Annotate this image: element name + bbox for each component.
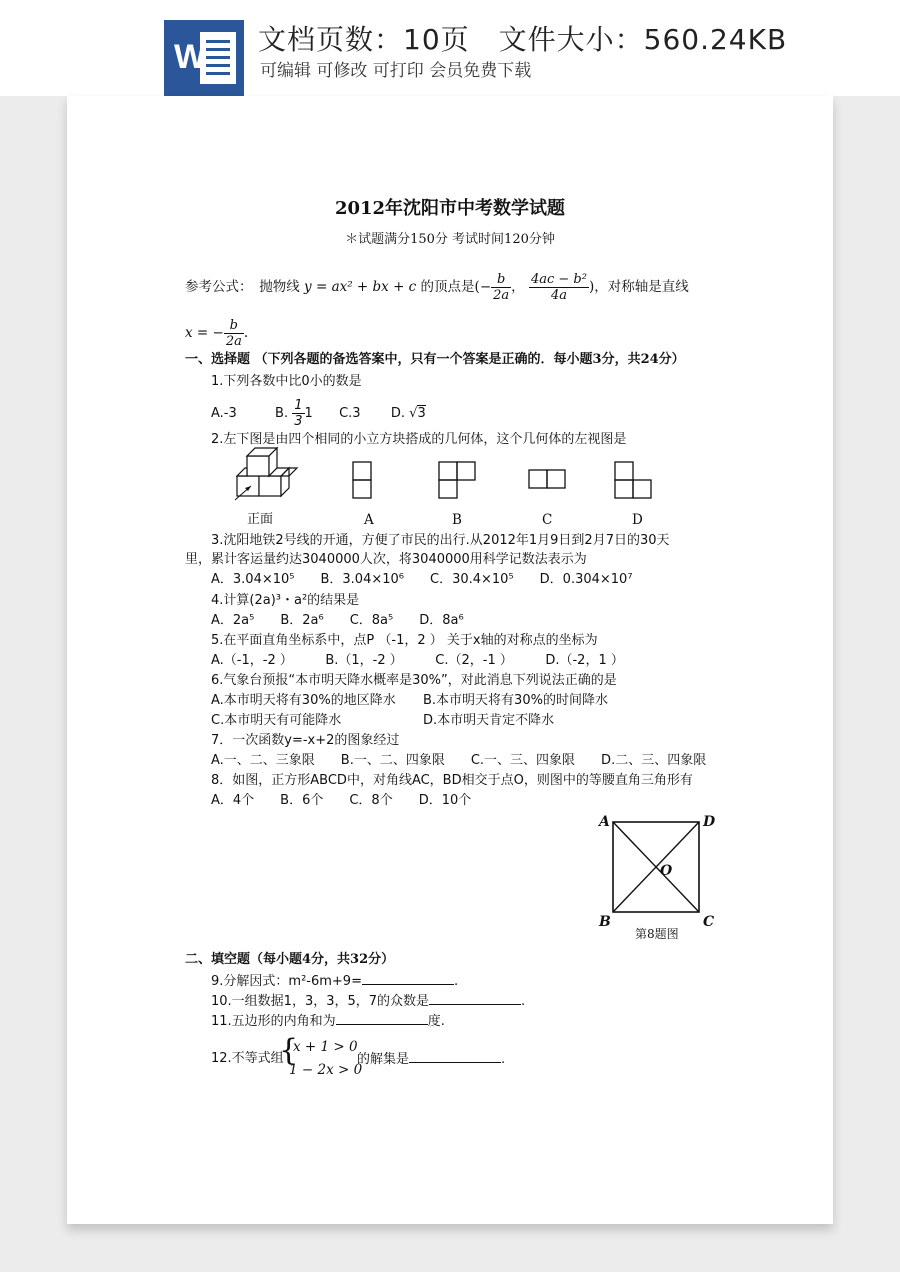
- question-6-option-c: C.本市明天有可能降水: [211, 713, 342, 728]
- question-11: 11.五边形的内角和为 度.: [211, 1014, 445, 1029]
- question-6-option-a: A.本市明天将有30%的地区降水: [211, 693, 396, 708]
- question-12-tail: 的解集是 .: [357, 1052, 506, 1067]
- file-features-subtitle: 可编辑 可修改 可打印 会员免费下载: [260, 61, 532, 81]
- question-7-options: A.一、二、三象限 B.一、二、四象限 C.一、三、四象限 D.二、三、四象限: [211, 753, 707, 768]
- center-o-label: O: [660, 863, 673, 879]
- word-document-icon: W: [164, 20, 244, 96]
- option-b-label: B: [452, 512, 462, 528]
- inequality-2: 1 − 2x > 0: [289, 1062, 363, 1078]
- vertex-b-label: B: [599, 914, 611, 930]
- question-1-options: A.-3 B. $\frac{1}{3}$ 1 C.3 D. √3: [211, 398, 426, 429]
- question-9: 9.分解因式：m²-6m+9= .: [211, 974, 459, 989]
- exam-title: 2012年沈阳市中考数学试题: [334, 198, 566, 219]
- question-4: 4.计算(2a)³・a²的结果是: [211, 593, 360, 608]
- inequality-1: x + 1 > 0: [293, 1039, 358, 1055]
- axis-formula: x = − $\frac{b}{2a}$ .: [185, 318, 249, 349]
- front-label: 正面: [247, 512, 274, 527]
- question-3-options: A．3.04×10⁵ B．3.04×10⁶ C．30.4×10⁵ D．0.304×10⁷: [211, 572, 633, 587]
- reference-formula: 参考公式： 抛物线 y = ax² + bx + c 的顶点是(− $\frac{b}{2a}$ ， $\frac{\text{4ac − b²}}{4a}$ )，对称轴是直线: [185, 272, 689, 303]
- option-b-view: [439, 462, 475, 498]
- question-5-options: A.（-1，-2 ） B.（1，-2 ） C.（2，-1 ） D.（-2，1 ）: [211, 653, 624, 668]
- question-2: 2.左下图是由四个相同的小立方块搭成的几何体，这个几何体的左视图是: [211, 432, 627, 447]
- option-c-view: [529, 470, 565, 488]
- figure-8-caption: 第8题图: [635, 927, 679, 941]
- system-brace: {: [279, 1033, 299, 1068]
- question-12: 12.不等式组: [211, 1051, 284, 1066]
- question-2-figure: [227, 446, 697, 536]
- question-6-option-b: B.本市明天将有30%的时间降水: [423, 693, 608, 708]
- vertex-c-label: C: [703, 914, 715, 930]
- section-choice-heading: 一、选择题 （下列各题的备选答案中，只有一个答案是正确的．每小题3分，共24分）: [185, 352, 685, 367]
- option-a-view: [353, 462, 371, 498]
- option-d-view: [615, 462, 651, 498]
- option-d-label: D: [632, 512, 643, 528]
- file-info-title: 文档页数：10页 文件大小：560.24KB: [258, 23, 788, 56]
- section-fill-heading: 二、填空题（每小题4分，共32分）: [185, 952, 395, 967]
- question-3-line-1: 3.沈阳地铁2号线的开通，方便了市民的出行.从2012年1月9日到2月7日的30天: [211, 533, 670, 548]
- download-header: [0, 0, 900, 96]
- exam-subtitle: ＊试题满分150分 考试时间120分钟: [345, 232, 555, 247]
- question-3-line-2: 里，累计客运量约达3040000人次，将3040000用科学记数法表示为: [185, 552, 587, 567]
- question-10: 10.一组数据1，3，3，5，7的众数是 .: [211, 994, 526, 1009]
- question-6: 6.气象台预报“本市明天降水概率是30%”，对此消息下列说法正确的是: [211, 673, 617, 688]
- option-a-label: A: [364, 512, 374, 528]
- question-8-options: A．4个 B．6个 C．8个 D．10个: [211, 793, 472, 808]
- vertex-d-label: D: [703, 814, 716, 830]
- option-c-label: C: [542, 512, 553, 528]
- vertex-a-label: A: [599, 814, 610, 830]
- question-4-options: A．2a⁵ B．2a⁶ C．8a⁵ D．8a⁶: [211, 613, 464, 628]
- question-6-option-d: D.本市明天肯定不降水: [423, 713, 555, 728]
- document-page: [67, 96, 833, 1224]
- question-1: 1.下列各数中比0小的数是: [211, 374, 362, 389]
- question-8: 8．如图，正方形ABCD中，对角线AC，BD相交于点O，则图中的等腰直角三角形有: [211, 773, 693, 788]
- question-5: 5.在平面直角坐标系中，点P （-1，2 ） 关于x轴的对称点的坐标为: [211, 633, 598, 648]
- question-7: 7．一次函数y=-x+2的图象经过: [211, 733, 400, 748]
